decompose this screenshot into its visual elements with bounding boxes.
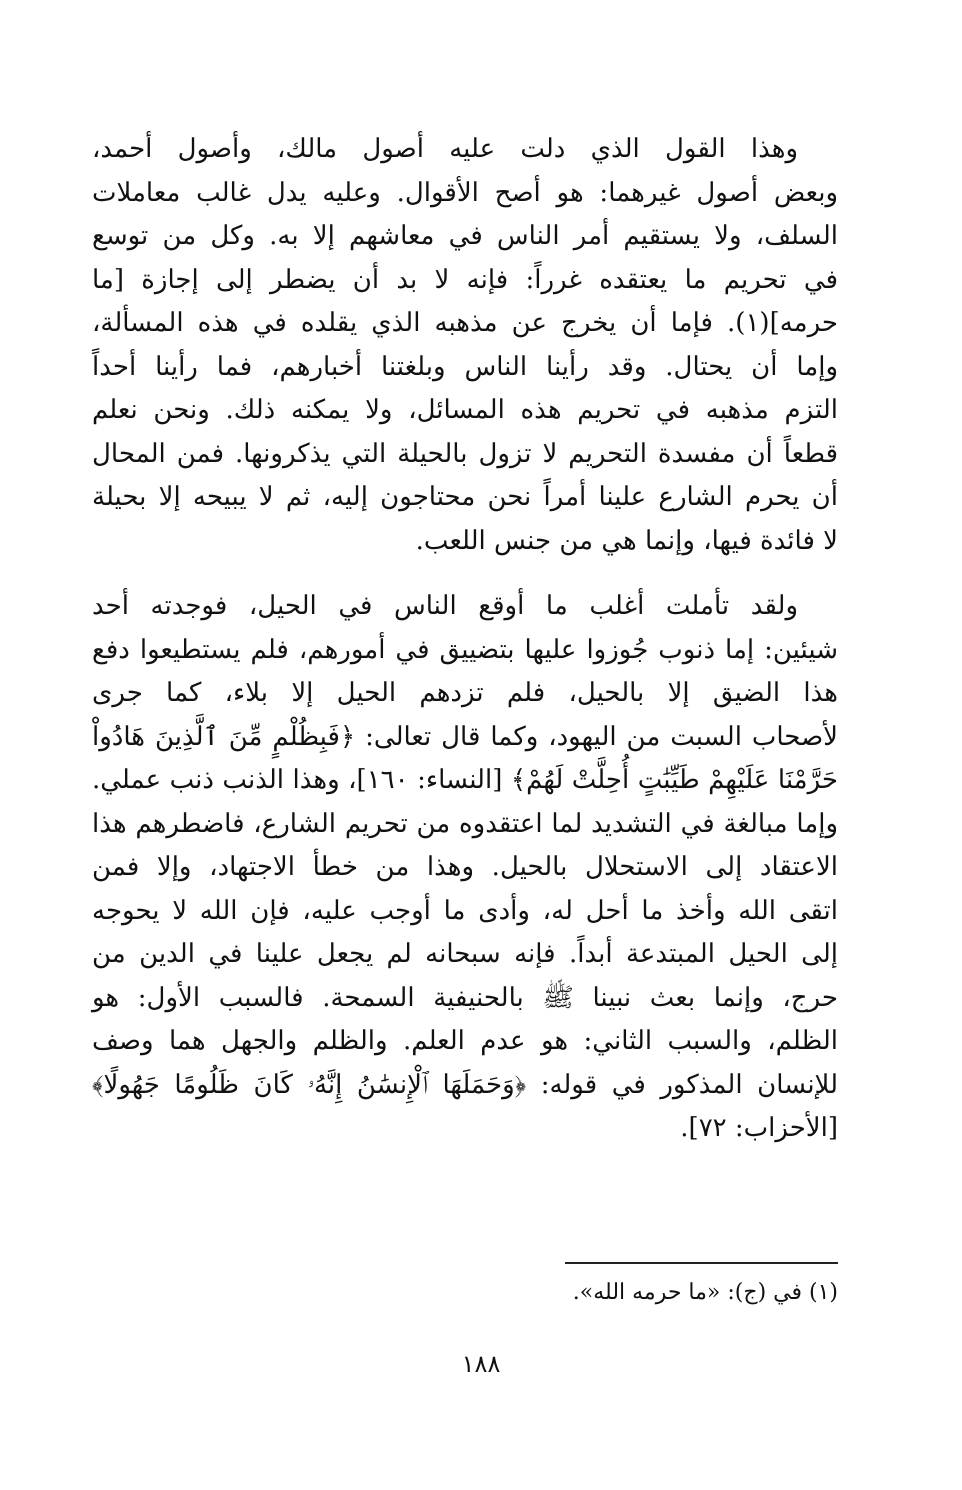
main-text xyxy=(92,128,838,1151)
text-line: حرمه](١). فإما أن يخرج عن مذهبه الذي يقلده في هذه المسألة، xyxy=(92,308,838,338)
text-line: أن يحرم الشارع علينا أمراً نحن محتاجون إليه، ثم لا يبيحه إلا بحيلة xyxy=(92,482,838,512)
text-line: هذا الضيق إلا بالحيل، فلم تزدهم الحيل إلا بلاء، كما جرى xyxy=(92,678,838,708)
text-line: شيئين: إما ذنوب جُوزوا عليها بتضييق في أمورهم، فلم يستطيعوا دفع xyxy=(92,634,838,665)
text-line: قطعاً أن مفسدة التحريم لا تزول بالحيلة التي يذكرونها. فمن المحال xyxy=(92,438,838,469)
text-line: لا فائدة فيها، وإنما هي من جنس اللعب. xyxy=(415,525,838,556)
paragraph-2 xyxy=(92,585,838,1151)
text-line: حَرَّمْنَا عَلَيْهِمْ طَيِّبَٰتٍ أُحِلَّتْ لَهُمْ﴾ [النساء: ١٦٠]، وهذا الذنب ذنب عملي. xyxy=(92,765,839,795)
text-line: السلف، ولا يستقيم أمر الناس في معاشهم إلا به. وكل من توسع xyxy=(92,221,838,251)
paragraph-1 xyxy=(92,128,838,563)
text-line: وإما أن يحتال. وقد رأينا الناس وبلغتنا أخبارهم، فما رأينا أحداً xyxy=(92,351,838,382)
footnote: (١) في (ج): «ما حرمه الله». xyxy=(572,1280,838,1305)
text-line: في تحريم ما يعتقده غرراً: فإنه لا بد أن يضطر إلى إجازة [ما xyxy=(92,264,838,295)
text-line: اتقى الله وأخذ ما أحل له، وأدى ما أوجب عليه، فإن الله لا يحوجه xyxy=(92,895,838,926)
text-line: إلى الحيل المبتدعة أبداً. فإنه سبحانه لم يجعل علينا في الدين من xyxy=(92,939,838,969)
text-line: للإنسان المذكور في قوله: ﴿وَحَمَلَهَا ٱلْإِنسَٰنُ إِنَّهُۥ كَانَ ظَلُومًا جَهُولًا﴾ xyxy=(92,1069,838,1100)
text-line: وبعض أصول غيرهما: هو أصح الأقوال. وعليه يدل غالب معاملات xyxy=(92,177,839,208)
text-line: حرج، وإنما بعث نبينا ﷺ بالحنيفية السمحة. فالسبب الأول: هو xyxy=(92,982,838,1013)
paragraph-spacer xyxy=(92,563,838,585)
text-line: [الأحزاب: ٧٢]. xyxy=(680,1113,838,1143)
page-number: ١٨٨ xyxy=(461,1350,501,1378)
text-line: وإما مبالغة في التشديد لما اعتقدوه من تحريم الشارع، فاضطرهم هذا xyxy=(92,808,838,839)
text-line: الاعتقاد إلى الاستحلال بالحيل. وهذا من خطأ الاجتهاد، وإلا فمن xyxy=(92,852,838,882)
text-line: ولقد تأملت أغلب ما أوقع الناس في الحيل، فوجدته أحد xyxy=(92,591,798,621)
text-line: التزم مذهبه في تحريم هذه المسائل، ولا يمكنه ذلك. ونحن نعلم xyxy=(92,395,838,425)
text-line: لأصحاب السبت من اليهود، وكما قال تعالى: ﴿فَبِظُلْمٍ مِّنَ ٱلَّذِينَ هَادُواْ xyxy=(92,721,838,752)
footnote-divider xyxy=(565,1262,838,1264)
text-line: الظلم، والسبب الثاني: هو عدم العلم. والظلم والجهل هما وصف xyxy=(92,1026,838,1056)
text-line: وهذا القول الذي دلت عليه أصول مالك، وأصول أحمد، xyxy=(92,134,798,164)
